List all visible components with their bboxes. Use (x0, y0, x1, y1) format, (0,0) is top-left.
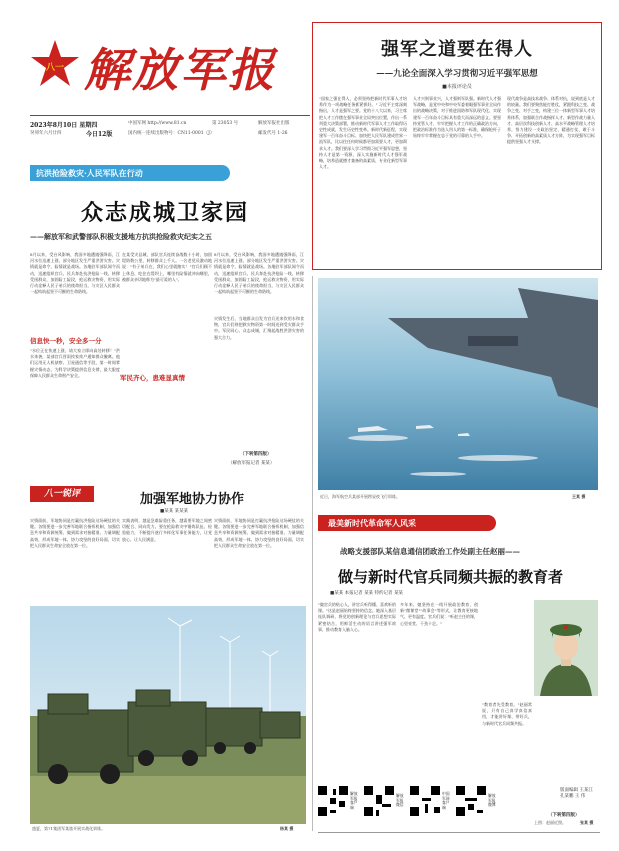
military-vehicles-photo (30, 606, 306, 824)
top-article-body: "国家之强在得人，必须坚持把新时代军事人才培养作为一项战略任务抓紧抓好。" 习近平主席深刻指出，人才是强军之要。党的十八大以来，习主席把人才工作摆在强军事业全局突出位置，作出一系列重大决策部署，推动新时代军事人才工作取得历史性成就，发生历史性变革。新时代新征程，实现建军一百年奋斗目标、加快把人民军队建成世界一流军队，比以往任何时候都更加需要人才，更加渴求人才。我们要深入学习贯彻习近平强军思想，坚持人才是第一资源，深入实施新时代人才强军战略，培养造就德才兼备的高素质、专业化新型军事人才。 (319, 96, 407, 170)
qr-label-site: 中国军网客户端 (442, 791, 450, 810)
flood-author: （解放军报记者 某某） (228, 461, 275, 466)
flood-continued: （下转第四版） (240, 452, 272, 457)
postal-code: 邮发代号 1-26 (258, 131, 288, 136)
section-banner-flood (30, 165, 230, 181)
top-article-body-2: 人才兴则事业兴，人才强则军队强。新时代人才强军战略，是党中央和中央军委着眼强军事业全局作出的战略决策，对于推进国防和军队现代化、实现建军一百年奋斗目标具有重大而深远的意义。要坚持党管人才，牢牢把握人才工作的正确政治方向，把政治标准作为选人用人的第一标准，确保枪杆子始终牢牢掌握在忠于党的可靠的人手中。 (413, 96, 501, 139)
flood-sub2-body: 灾情发生后，当地群众自发为官兵送来饮用水和食物，官兵们则把救灾物资第一时间送到受灾群众手中。军民同心、众志成城，汇聚起战胜洪涝灾害的强大合力。 (214, 316, 304, 340)
flood-sub1-body: "水位正在快速上涨，请大家立即向高处转移！"洪水来袭，某部官兵冒雨挨家挨户通知群众撤离。他们运用无人机侦察、卫星通信等手段，第一时间掌握灾情动态，为科学决策提供信息支撑，最大限度保障人民群众生命财产安全。 (30, 348, 120, 378)
cn-number: 国内统一连续出版物号：CN11-0001（J） (128, 131, 215, 136)
newspaper-logo: 解放军报 (84, 43, 276, 97)
flood-subheading-1: 信息快一秒，安全多一分 (30, 337, 102, 345)
aircraft-photo (318, 278, 598, 490)
qr-app[interactable] (318, 786, 360, 816)
column-divider (312, 276, 313, 831)
hero-portrait-credit: 张某 摄 (580, 820, 594, 825)
hero-kicker: 战略支援部队某信息通信团政治工作处副主任赵丽—— (340, 547, 520, 556)
section-banner-hero (318, 515, 496, 531)
hero-headline: 做与新时代官兵同频共振的教育者 (338, 568, 564, 586)
footer-bar (318, 832, 600, 833)
hero-body: "做官兵的贴心人，讲官兵听得懂、喜欢听的课。"这是赵丽始终坚持的信念。她深入基层连队调研，将党的创新理论与官兵思想实际紧密结合，用鲜活生动的语言讲述强军故事，推动教育入脑入心。 (318, 602, 396, 632)
flood-col2-body: 在某受灾县城，部队官兵连续奋战数十小时，加固堤防数公里，转移群众上千人。一名老党员激动地说："有子弟兵在，我们心里就踏实！"官兵们顾不上休息，吃住在堤坝上，哪里有险情就冲向哪里，被群众亲切地称为"最可爱的人"。 (122, 252, 212, 282)
qr-code-icon (410, 786, 440, 816)
qr-weibo[interactable] (456, 786, 498, 816)
hero-byline: ■某某 本报记者 某某 特约记者 某某 (330, 591, 403, 596)
page-editors: 版面编辑 王某江 孔某鹏 王 伟 (560, 788, 593, 799)
commentary-body: 灾情面前，军地协同是打赢抗洪抢险这场硬仗的关键。各级要进一步完善军地联合指挥机制，加强信息共享和资源统筹，做到需求对接精准、力量调配高效，形成军地一体、协力攻坚的良好局面，切实把人民群众生命安全放在第一位。 (30, 518, 120, 548)
vehicles-photo-credit: 杨某 摄 (280, 826, 294, 831)
bayi-star-icon (30, 38, 80, 88)
commentary-title: 加强军地协力协作 (140, 492, 245, 507)
section-banner-hero-label: 最美新时代革命军人风采 (328, 518, 416, 528)
qr-wechat[interactable] (364, 786, 406, 816)
issue-date: 2023年8月10日 星期四 (30, 122, 98, 129)
top-article (312, 22, 602, 270)
svg-text:八一: 八一 (45, 63, 65, 73)
qr-code-icon (456, 786, 486, 816)
hero-portrait-photo (534, 600, 598, 696)
flood-subheading-2: 军民齐心，患难显真情 (120, 374, 185, 382)
flood-headline: 众志成城卫家园 (80, 200, 249, 226)
flood-body: 8月以来，受台风影响，我国多地遭遇强降雨，江河水位迅速上涨，部分地区发生严重洪涝灾害。灾情就是命令，险情就是战场。各地驻军部队闻令而动，迅速组织官兵、民兵奔赴抗洪抢险一线，转移受困群众，加固险工险段，抢运救灾物资，用实际行动诠释人民子弟兵的使命担当，与灾区人民群众一起构筑起坚不可摧的生命防线。 (30, 252, 120, 295)
section-banner-flood-label: 抗洪抢险救灾·人民军队在行动 (36, 168, 143, 178)
issue-number: 第 23053 号 (212, 121, 239, 126)
aircraft-photo-credit: 王某 摄 (572, 494, 586, 499)
hero-body-3: "教育者先受教育。"赵丽常说，只有自己真学真信真用，才能讲好课、带好兵，与新时代官兵同频共振。 (482, 702, 532, 726)
top-article-title: 强军之道要在得人 (381, 39, 533, 60)
vehicles-photo-caption: 盛夏，第71集团军某旅开展实战化训练。 (32, 826, 106, 831)
commentary-tag (30, 486, 94, 502)
hero-body-2: 多年来，她坚持在一线开展政治教育，创新"微课堂""故事会"等形式，让教育更接地气、更有温度。官兵们说："听赵主任的课，心里亮堂、干劲十足。" (400, 602, 478, 626)
flood-subhead: ——解放军和武警部队积极支援地方抗洪抢险救灾纪实之五 (30, 232, 212, 241)
commentary-body-2: 实践表明，越是急难险重任务，越需要军地之间密切配合、同向发力。要在抢险救灾中锤炼队伍、检验能力，不断提升遂行多样化军事任务能力，让党放心、让人民满意。 (122, 518, 212, 542)
qr-site[interactable] (410, 786, 452, 816)
top-article-byline: ■本报评论员 (442, 84, 472, 90)
top-article-subtitle: ——九论全面深入学习贯彻习近平强军思想 (376, 69, 538, 79)
commentary-byline: ■某某 某某某 (160, 509, 189, 514)
qr-code-icon (318, 786, 348, 816)
website-url: 中国军网 http://www.81.cn (128, 121, 187, 126)
commentary-tag-label: 八一锐评 (43, 489, 80, 499)
aircraft-photo-caption: 近日，海军航空兵某部开展跨昼夜飞行训练。 (320, 494, 400, 499)
publisher: 解放军报社出版 (258, 121, 290, 126)
page-count: 今日12版 (86, 131, 113, 138)
hero-continued: （下转第四版） (548, 813, 580, 818)
qr-label-weibo: 解放军报微博 (488, 793, 496, 808)
qr-label-app: 解放军报客户端 (350, 791, 358, 810)
lunar-date: 癸卯年六月廿四 (30, 131, 62, 136)
qr-label-wechat: 解放军报微信 (396, 793, 404, 808)
masthead (30, 20, 310, 150)
flood-col3-body: 8月以来，受台风影响，我国多地遭遇强降雨，江河水位迅速上涨，部分地区发生严重洪涝灾害。灾情就是命令，险情就是战场。各地驻军部队闻令而动，迅速组织官兵、民兵奔赴抗洪抢险一线，转移受困群众，加固险工险段，抢运救灾物资，用实际行动诠释人民子弟兵的使命担当，与灾区人民群众一起构筑起坚不可摧的生命防线。 (214, 252, 304, 295)
hero-portrait-caption: 上图：赵丽近照。 (534, 820, 566, 825)
qr-code-icon (364, 786, 394, 816)
qr-strip (318, 786, 498, 816)
top-article-body-3: 现代战争是高技术战争、体系对抗，说到底是人才的较量。我们要聚焦能打胜仗，紧跟科技之变、战争之变、对手之变，构建三位一体新型军事人才培养体系，加强联合作战指挥人才、新型作战力量人才、高层次科技创新人才、高水平战略管理人才培养，努力建设一支政治坚定、精通打仗、敢于斗争、开拓创新的高素质人才方阵，为实现强军目标提供坚强人才支撑。 (507, 96, 595, 145)
commentary-body-3: 灾情面前，军地协同是打赢抗洪抢险这场硬仗的关键。各级要进一步完善军地联合指挥机制，加强信息共享和资源统筹，做到需求对接精准、力量调配高效，形成军地一体、协力攻坚的良好局面，切实把人民群众生命安全放在第一位。 (214, 518, 304, 548)
